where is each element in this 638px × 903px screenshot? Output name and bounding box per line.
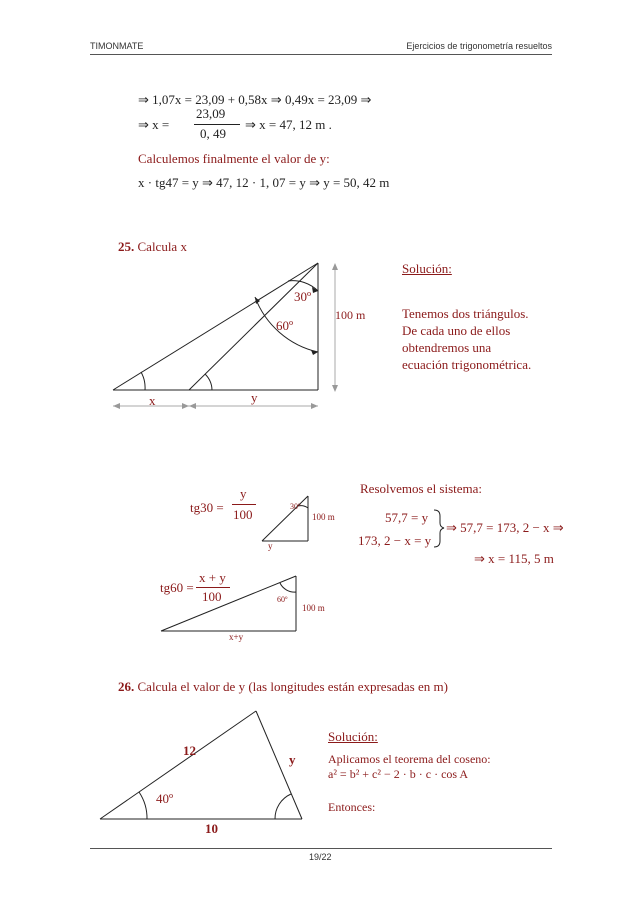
ex26-theorem-eq: a² = b² + c² − 2 · b · c · cos A <box>328 767 469 781</box>
ex26-title: Calcula el valor de y (las longitudes están expresadas en m) <box>137 679 448 694</box>
tg30-fraction-bar <box>232 504 256 505</box>
header-right: Ejercicios de trigonometría resueltos <box>406 41 552 51</box>
ex26-then: Entonces: <box>328 800 376 814</box>
footer-rule <box>90 848 552 849</box>
fraction-numerator: 23,09 <box>196 106 226 121</box>
tg60-lhs: tg60 = <box>160 580 194 595</box>
system-result-1: ⇒ 57,7 = 173, 2 − x ⇒ <box>446 520 564 535</box>
calc-label: Calculemos finalmente el valor de y: <box>138 151 330 166</box>
fraction-denominator: 0, 49 <box>200 126 226 141</box>
tg60-denominator: 100 <box>202 589 222 604</box>
ex25-solution-title: Solución: <box>402 261 452 276</box>
system-result-2: ⇒ x = 115, 5 m <box>474 551 554 566</box>
ex25-angle-60: 60º <box>276 318 294 333</box>
tri1-angle: 30º <box>290 502 301 511</box>
system-eq-2: 173, 2 − x = y <box>358 533 432 548</box>
ex26-side-y: y <box>289 752 296 767</box>
tg60-fraction-bar <box>196 587 230 588</box>
tg30-denominator: 100 <box>233 507 253 522</box>
ex25-label-x: x <box>149 393 156 408</box>
ex26-angle: 40º <box>156 791 174 806</box>
ex25-title: Calcula x <box>137 239 187 254</box>
tri2-angle: 60º <box>277 595 288 604</box>
tri1-side: 100 m <box>312 512 335 522</box>
calc-equation: x · tg47 = y ⇒ 47, 12 · 1, 07 = y ⇒ y = 50, 42 m <box>138 175 390 190</box>
tri2-base: x+y <box>229 632 244 642</box>
ex26-heading <box>118 679 448 695</box>
ex25-solution-line-1: Tenemos dos triángulos. <box>402 306 529 321</box>
ex25-angle-30: 30º <box>294 289 312 304</box>
system-eq-1: 57,7 = y <box>385 510 429 525</box>
ex25-number: 25. <box>118 239 135 254</box>
page-number: 19/22 <box>309 852 332 862</box>
tg60-numerator: x + y <box>199 570 226 585</box>
ex25-label-y: y <box>251 390 258 405</box>
ex25-height-label: 100 m <box>335 308 366 322</box>
ex26-solution-title: Solución: <box>328 729 378 744</box>
ex25-solution-line-3: obtendremos una <box>402 340 492 355</box>
ex26-theorem-label: Aplicamos el teorema del coseno: <box>328 752 491 766</box>
ex26-side-12: 12 <box>183 743 196 758</box>
ex25-solution-line-4: ecuación trigonométrica. <box>402 357 532 372</box>
ex26-side-10: 10 <box>205 821 218 836</box>
ex25-solution-line-2: De cada uno de ellos <box>402 323 511 338</box>
system-title: Resolvemos el sistema: <box>360 481 483 496</box>
tg30-numerator: y <box>240 486 247 501</box>
eq-line-2-pre: ⇒ x = <box>138 117 170 132</box>
tri1-base: y <box>268 541 273 551</box>
header-left: TIMONMATE <box>90 41 144 51</box>
eq-line-2-post: ⇒ x = 47, 12 m . <box>245 117 332 132</box>
tri2-side: 100 m <box>302 603 325 613</box>
eq-line-1: ⇒ 1,07x = 23,09 + 0,58x ⇒ 0,49x = 23,09 ⇒ <box>138 92 372 107</box>
ex26-number: 26. <box>118 679 135 694</box>
tg30-lhs: tg30 = <box>190 500 224 515</box>
